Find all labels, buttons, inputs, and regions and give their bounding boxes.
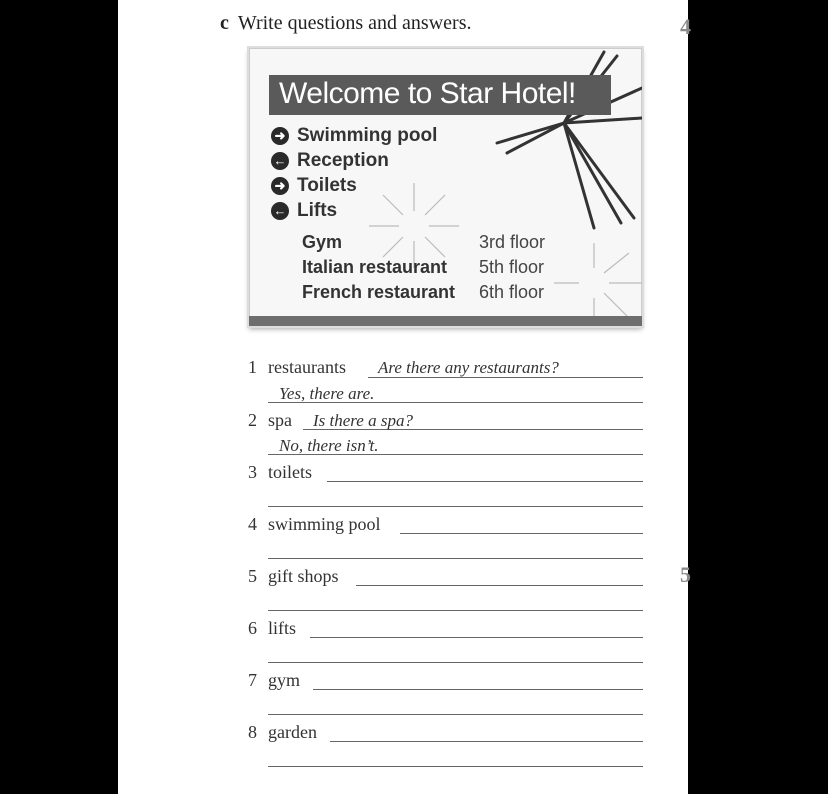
- question-item: 1 restaurants: [248, 357, 346, 377]
- answer-line[interactable]: [268, 506, 643, 507]
- question-item: 3 toilets: [248, 462, 312, 482]
- floor-place: French restaurant: [302, 282, 456, 302]
- direction-lifts: ← Lifts: [271, 200, 337, 222]
- direction-swimming-pool: ➜ Swimming pool: [271, 125, 437, 147]
- direction-reception: ← Reception: [271, 150, 389, 172]
- exercise-heading: [220, 12, 471, 35]
- floor-level: 5th floor: [479, 257, 545, 277]
- question-item: 4 swimming pool: [248, 514, 381, 534]
- question-item: 5 gift shops: [248, 566, 339, 586]
- hotel-sign-image: [249, 48, 642, 326]
- question-item: 8 garden: [248, 722, 317, 742]
- answer-line[interactable]: [268, 610, 643, 611]
- question-item: 6 lifts: [248, 618, 297, 638]
- cut-off-exercise-number: 5: [680, 562, 691, 587]
- question-prompt: swimming pool: [268, 514, 381, 534]
- floor-place: Gym: [302, 232, 343, 252]
- answer-line[interactable]: [268, 558, 643, 559]
- example-question: Is there a spa?: [313, 411, 413, 430]
- sign-bottom-edge: [249, 316, 642, 326]
- exercise-letter: c: [220, 12, 229, 34]
- sign-title: Welcome to Star Hotel!: [279, 77, 576, 110]
- left-arrow-icon: ←: [271, 152, 289, 170]
- question-prompt: restaurants: [268, 357, 346, 377]
- question-item: 7 gym: [248, 670, 301, 690]
- direction-toilets: ➜ Toilets: [271, 175, 357, 197]
- example-question: Are there any restaurants?: [378, 358, 559, 377]
- right-arrow-icon: ➜: [271, 177, 289, 195]
- floor-place: Italian restaurant: [302, 257, 448, 277]
- answer-line[interactable]: [313, 689, 643, 690]
- answer-line[interactable]: [268, 714, 643, 715]
- question-prompt: garden: [268, 722, 317, 742]
- question-prompt: gym: [268, 670, 301, 690]
- example-answer: No, there isn’t.: [279, 436, 379, 455]
- sign-title-banner: [269, 75, 611, 115]
- answer-line[interactable]: [400, 533, 643, 534]
- answer-line[interactable]: [268, 662, 643, 663]
- example-answer: Yes, there are.: [279, 384, 375, 403]
- answer-line[interactable]: [310, 637, 643, 638]
- exercise-instruction: Write questions and answers.: [237, 12, 472, 34]
- left-arrow-icon: ←: [271, 202, 289, 220]
- answer-line[interactable]: [330, 741, 643, 742]
- question-item: 2 spa: [248, 410, 292, 430]
- answer-line[interactable]: [356, 585, 643, 586]
- question-prompt: spa: [268, 410, 292, 430]
- question-prompt: lifts: [268, 618, 297, 638]
- answer-line[interactable]: [268, 766, 643, 767]
- question-prompt: toilets: [268, 462, 312, 482]
- right-arrow-icon: ➜: [271, 127, 289, 145]
- answer-line[interactable]: [327, 481, 643, 482]
- cut-off-exercise-number: 4: [680, 14, 691, 39]
- floor-level: 6th floor: [479, 282, 545, 302]
- question-prompt: gift shops: [268, 566, 339, 586]
- floor-level: 3rd floor: [479, 232, 546, 252]
